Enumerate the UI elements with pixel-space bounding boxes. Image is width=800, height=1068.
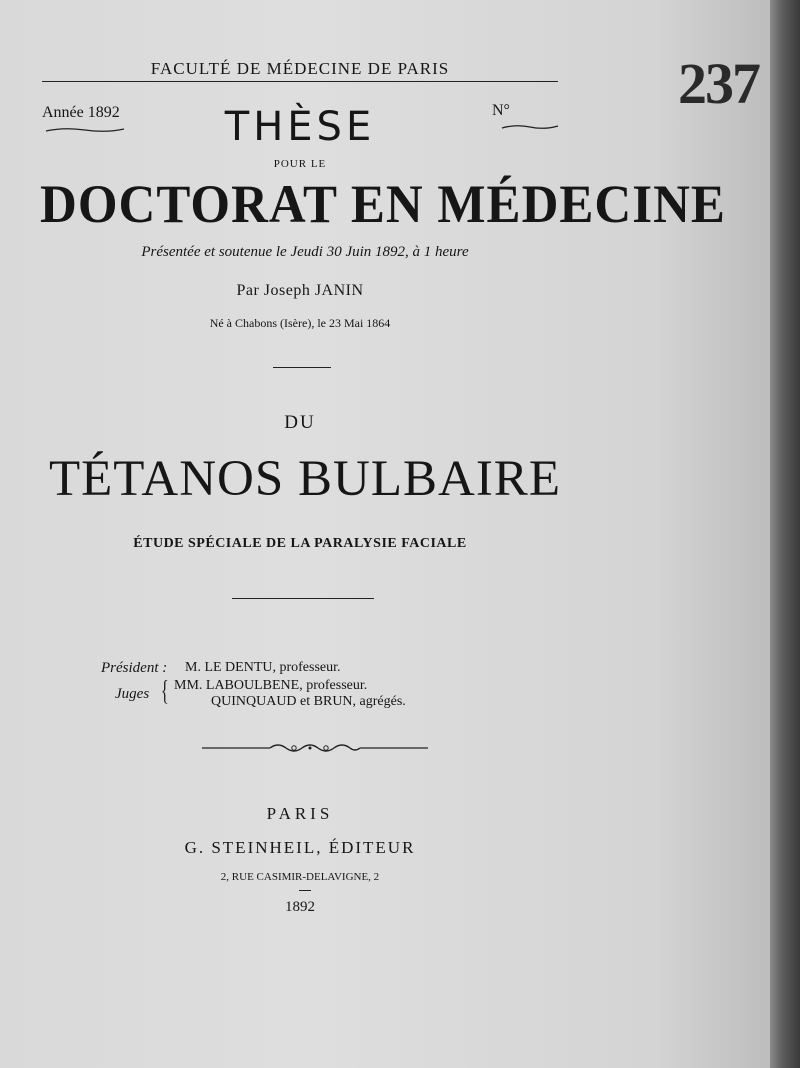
publisher-address: 2, RUE CASIMIR-DELAVIGNE, 2 [220,871,380,883]
degree-title: DOCTORAT EN MÉDECINE [40,175,726,235]
juge-1: MM. LABOULBENE, professeur. [174,678,368,693]
birth-line: Né à Chabons (Isère), le 23 Mai 1864 [209,316,391,330]
separator-rule [273,367,331,368]
year-label: Année 1892 [42,104,120,121]
author-line: Par Joseph JANIN [236,282,364,299]
ornament-divider-icon [200,740,430,756]
president-label: Président : [101,660,168,676]
publisher-city: PARIS [266,804,334,823]
juge-2: QUINQUAUD et BRUN, agrégés. [211,694,406,709]
du-text: DU [284,412,316,433]
book-spine [770,0,800,1068]
faculty-heading: FACULTÉ DE MÉDECINE DE PARIS [150,59,450,78]
defense-date: Présentée et soutenue le Jeudi 30 Juin 1892, à 1 heure [141,244,469,260]
publisher-name: G. STEINHEIL, ÉDITEUR [184,838,416,857]
separator-rule [232,598,374,599]
number-label: N° [492,102,510,119]
these-heading: THÈSE [224,104,376,150]
thesis-title: TÉTANOS BULBAIRE [49,451,561,507]
top-rule [42,81,558,82]
pour-le-text: POUR LE [273,158,327,170]
juges-label: Juges [115,686,150,702]
brace-icon: { [160,676,169,707]
year-dash [299,890,311,891]
publication-year: 1892 [285,899,315,915]
thesis-subtitle: ÉTUDE SPÉCIALE DE LA PARALYSIE FACIALE [133,536,467,551]
president-name: M. LE DENTU, professeur. [185,660,341,675]
archive-stamp: 237 [678,51,759,116]
